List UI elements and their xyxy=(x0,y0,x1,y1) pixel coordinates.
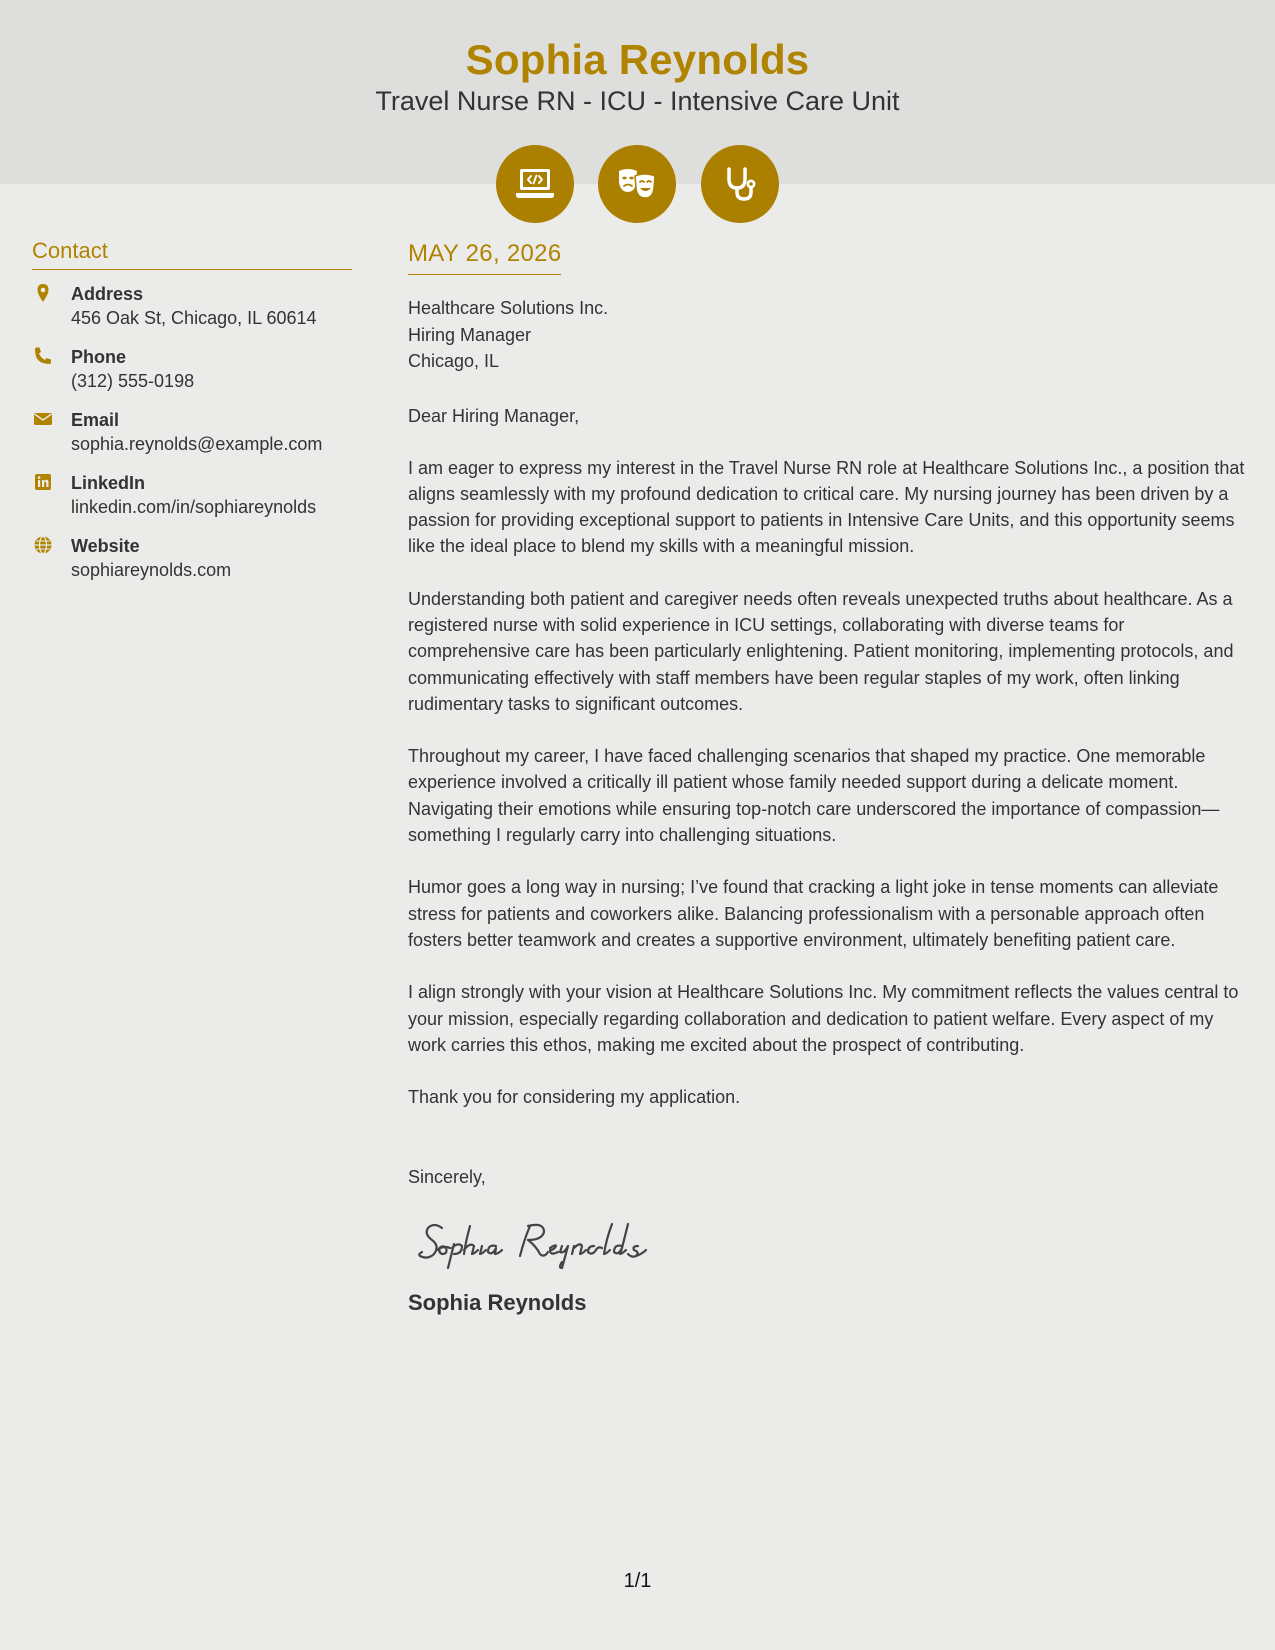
email-value: sophia.reynolds@example.com xyxy=(71,434,323,454)
page-number: 1/1 xyxy=(623,1570,652,1592)
map-pin-icon xyxy=(33,283,53,303)
linkedin-icon xyxy=(33,472,53,492)
paragraph-2: Understanding both patient and caregiver needs often reveals unexpected truths about healthcare. As a registered nurse with solid experience in ICU settings, collaborating with diverse teams for comprehensive care has been particularly enlightening. Patient monitoring, implementing protocols, and communicating effectively with staff members have been regular staples of my work, often linking rudimentary tasks to significant outcomes. xyxy=(408,588,1234,714)
recipient-block xyxy=(408,295,1250,375)
contact-email xyxy=(32,408,352,456)
contact-phone xyxy=(32,345,352,393)
signer-name: Sophia Reynolds xyxy=(408,1290,587,1316)
letter-date: MAY 26, 2026 xyxy=(408,240,561,275)
stethoscope-icon xyxy=(701,145,779,223)
contact-heading: Contact xyxy=(32,238,352,270)
paragraph-5: I align strongly with your vision at Healthcare Solutions Inc. My commitment reflects the values central to your mission, especially regarding collaboration and dedication to patient welfare. Every aspect of my work carries this ethos, making me excited about the prospect of contributing. xyxy=(408,982,1239,1055)
address-value: 456 Oak St, Chicago, IL 60614 xyxy=(71,308,317,328)
envelope-icon xyxy=(33,409,53,429)
paragraph-3: Throughout my career, I have faced challenging scenarios that shaped my practice. One memorable experience involved a critically ill patient whose family needed support during a delicate moment. Navigating their emotions while ensuring top-notch care underscored the importance of compassion—something I regularly carry into challenging situations. xyxy=(408,746,1220,846)
address-label: Address xyxy=(71,284,144,304)
contact-address xyxy=(32,282,352,330)
linkedin-value: linkedin.com/in/sophiareynolds xyxy=(71,497,317,517)
job-title: Travel Nurse RN - ICU - Intensive Care Unit xyxy=(375,86,900,116)
salutation: Dear Hiring Manager, xyxy=(408,405,580,426)
globe-icon xyxy=(33,535,53,555)
phone-value: (312) 555-0198 xyxy=(71,371,195,391)
website-label: Website xyxy=(71,536,140,556)
recipient-location: Chicago, IL xyxy=(408,351,500,371)
phone-icon xyxy=(33,346,53,366)
email-label: Email xyxy=(71,410,120,430)
laptop-code-icon xyxy=(496,145,574,223)
paragraph-1: I am eager to express my interest in the Travel Nurse RN role at Healthcare Solutions Inc., a position that aligns seamlessly with my profound dedication to critical care. My nursing journey has been driven by a passion for providing exceptional support to patients in Intensive Care Units, and this opportunity seems like the ideal place to blend my skills with a meaningful mission. xyxy=(408,457,1245,557)
recipient-company: Healthcare Solutions Inc. xyxy=(408,298,609,318)
contact-website xyxy=(32,534,352,582)
paragraph-6: Thank you for considering my application. xyxy=(408,1087,741,1108)
phone-label: Phone xyxy=(71,347,127,367)
theater-masks-icon xyxy=(598,145,676,223)
contact-sidebar xyxy=(32,238,352,597)
closing: Sincerely, xyxy=(408,1167,486,1188)
applicant-name: Sophia Reynolds xyxy=(465,36,810,83)
linkedin-label: LinkedIn xyxy=(71,473,146,493)
paragraph-4: Humor goes a long way in nursing; I’ve found that cracking a light joke in tense moments can alleviate stress for patients and coworkers alike. Balancing professionalism with a personable approach often fosters better teamwork and creates a supportive environment, ultimately benefiting patient care. xyxy=(408,877,1219,950)
letter-body xyxy=(408,240,1250,1316)
website-value: sophiareynolds.com xyxy=(71,560,232,580)
recipient-role: Hiring Manager xyxy=(408,324,532,345)
contact-linkedin xyxy=(32,471,352,519)
handwritten-signature xyxy=(416,1216,1250,1272)
